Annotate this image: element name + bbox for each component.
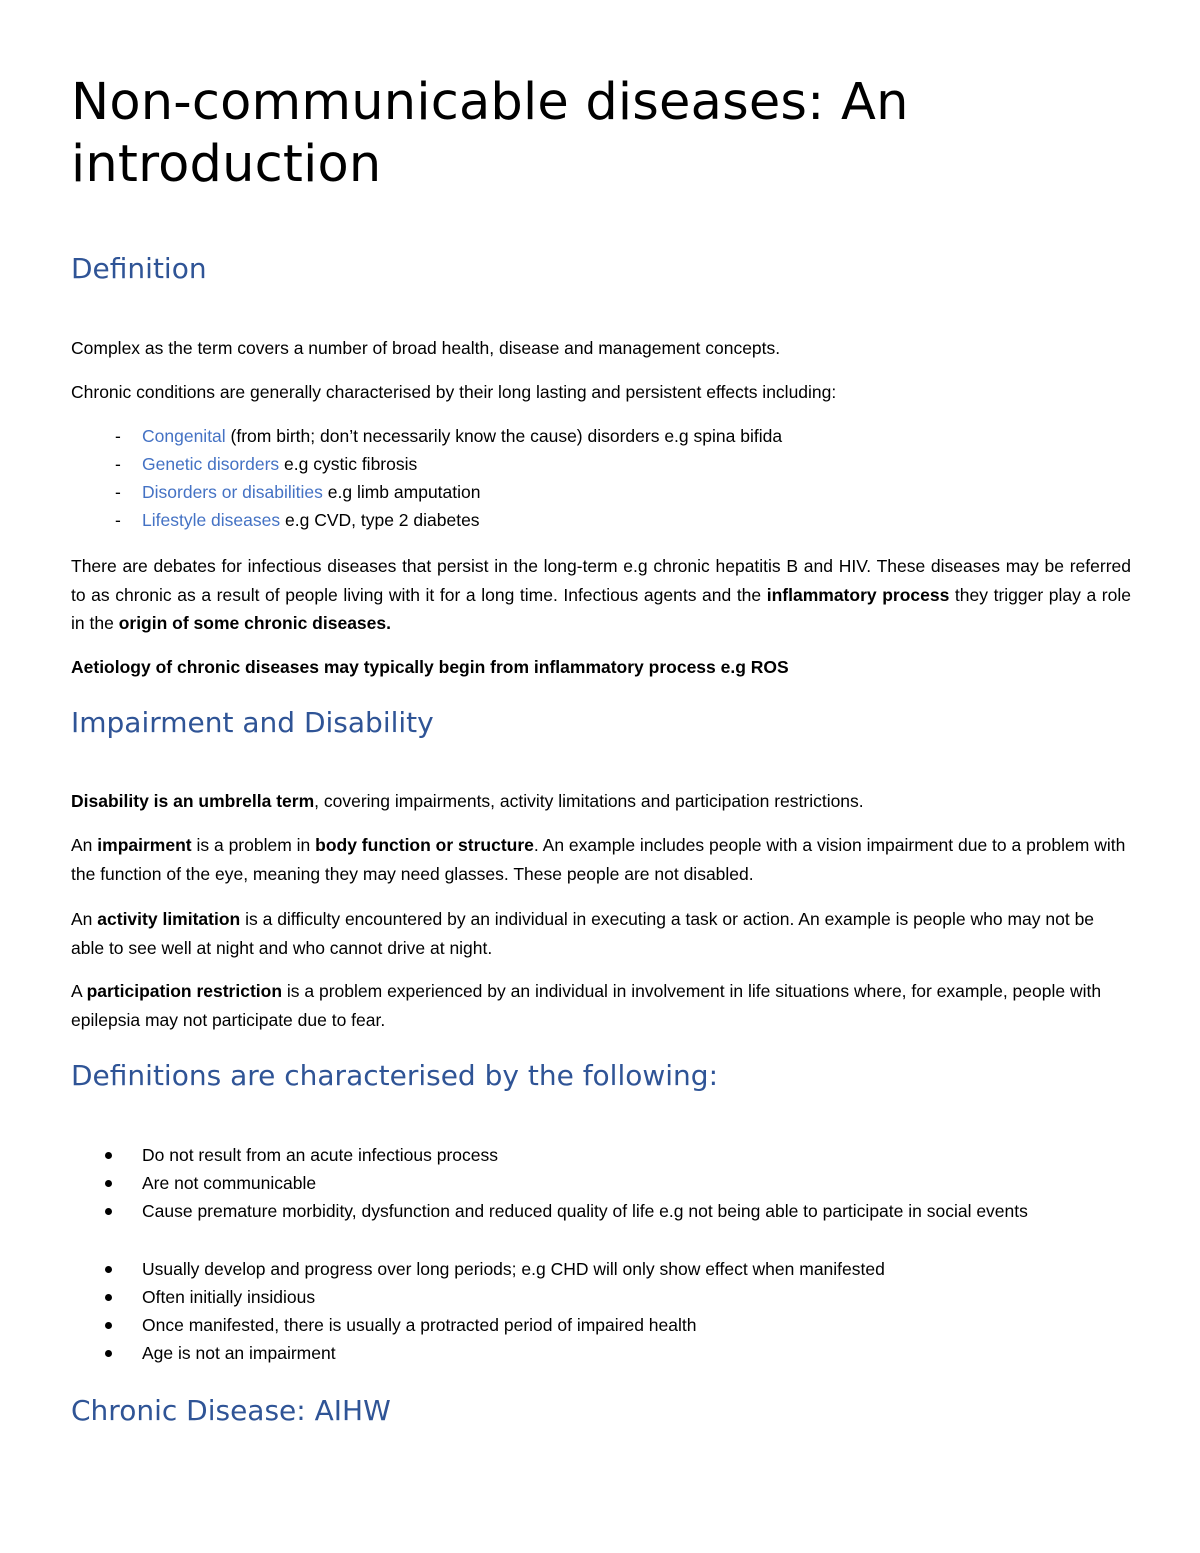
aetiology-paragraph: Aetiology of chronic diseases may typically begin from inflammatory process e.g ROS xyxy=(71,657,789,677)
bullet-icon xyxy=(105,1322,112,1329)
impairment-heading: Impairment and Disability xyxy=(71,706,434,739)
list-item-text: Usually develop and progress over long periods; e.g CHD will only show effect when manifested xyxy=(142,1259,885,1279)
list-item-text: Once manifested, there is usually a protracted period of impaired health xyxy=(142,1315,697,1335)
document-title: Non-communicable diseases: An introduction xyxy=(71,73,909,194)
list-item-text: e.g limb amputation xyxy=(322,482,481,502)
list-item-text: e.g cystic fibrosis xyxy=(279,454,418,474)
aihw-heading: Chronic Disease: AIHW xyxy=(71,1394,391,1427)
bullet-icon xyxy=(105,1208,112,1215)
list-item-text: Are not communicable xyxy=(142,1173,317,1193)
disability-paragraph: Disability is an umbrella term, covering impairments, activity limitations and participation restrictions. xyxy=(71,791,864,811)
impairment-paragraph: An impairment is a problem in body function or structure. An example includes people with a vision impairment due to a problem with the function of the eye, meaning they may need glasses. These people are not disabled. xyxy=(71,835,1126,884)
dash-marker: - xyxy=(115,510,121,530)
bullet-icon xyxy=(105,1152,112,1159)
bullet-icon xyxy=(105,1266,112,1273)
definition-heading: Definition xyxy=(71,252,207,285)
list-item-highlight: Disorders or disabilities xyxy=(142,482,323,502)
chronic-conditions-paragraph: Chronic conditions are generally characterised by their long lasting and persistent effects including: xyxy=(71,382,837,402)
bold-text: origin of some chronic diseases. xyxy=(118,613,391,633)
list-item-text: Cause premature morbidity, dysfunction and reduced quality of life e.g not being able to participate in social events xyxy=(142,1201,1028,1221)
list-item-text: Age is not an impairment xyxy=(142,1343,336,1363)
list-item-text: Do not result from an acute infectious process xyxy=(142,1145,499,1165)
dash-marker: - xyxy=(115,426,121,446)
bullet-icon xyxy=(105,1294,112,1301)
bullet-icon xyxy=(105,1350,112,1357)
list-item-text: e.g CVD, type 2 diabetes xyxy=(280,510,480,530)
dash-marker: - xyxy=(115,482,121,502)
definition-paragraph: Complex as the term covers a number of broad health, disease and management concepts. xyxy=(71,338,781,358)
participation-restriction-paragraph: A participation restriction is a problem experienced by an individual in involvement in life situations where, for example, people with epilepsia may not participate due to fear. xyxy=(71,981,1102,1030)
list-item-highlight: Lifestyle diseases xyxy=(142,510,281,530)
activity-limitation-paragraph: An activity limitation is a difficulty encountered by an individual in executing a task or action. An example is people who may not be able to see well at night and who cannot drive at night. xyxy=(71,909,1095,958)
list-item-text: Often initially insidious xyxy=(142,1287,316,1307)
list-item-highlight: Genetic disorders xyxy=(142,454,280,474)
bold-text: inflammatory process xyxy=(766,584,950,605)
infectious-debate-paragraph: There are debates for infectious diseases that persist in the long-term e.g chronic hepatitis B and HIV. These diseases may be referred to as chronic as a result of people living with it for a long time. Infectious agents and the inflammatory process they trigger play a role in the origin of some chronic diseases. xyxy=(71,556,1131,633)
list-item-highlight: Congenital xyxy=(142,426,226,446)
list-item-text: (from birth; don’t necessarily know the cause) disorders e.g spina bifida xyxy=(225,426,783,446)
bullet-icon xyxy=(105,1180,112,1187)
dash-marker: - xyxy=(115,454,121,474)
characteristics-heading: Definitions are characterised by the following: xyxy=(71,1059,719,1092)
